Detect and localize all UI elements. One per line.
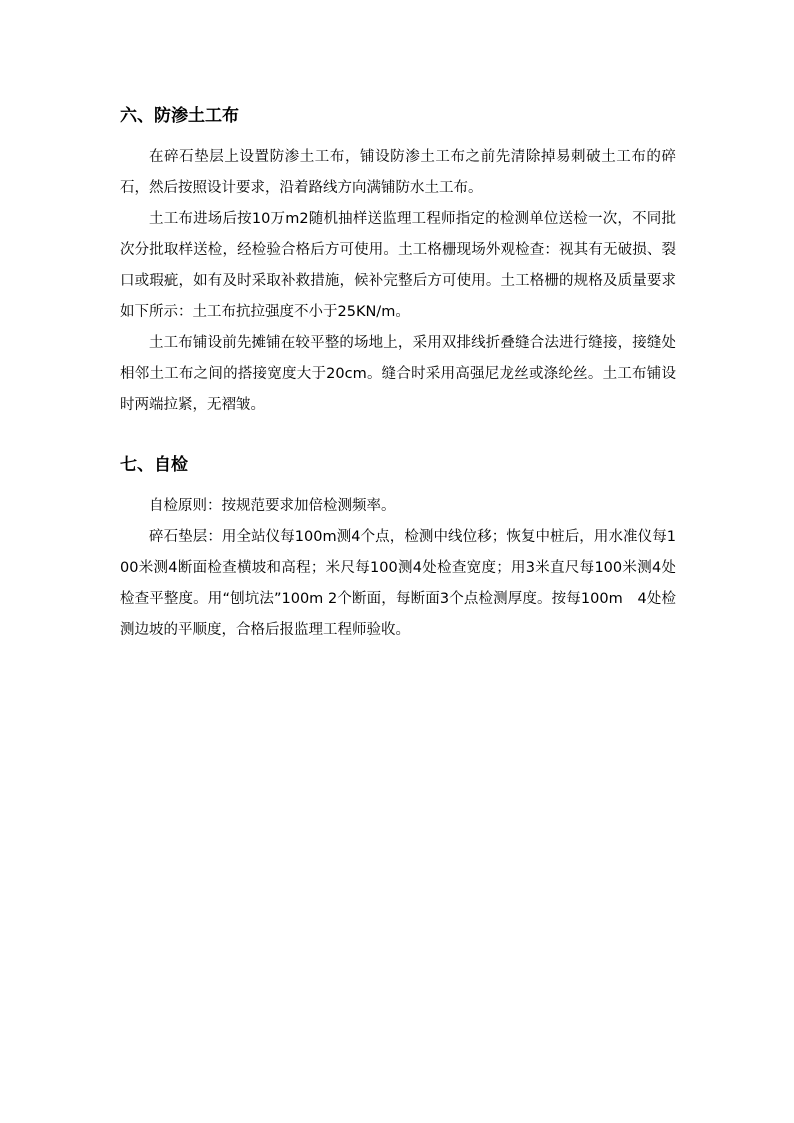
paragraph: 在碎石垫层上设置防渗土工布，铺设防渗土工布之前先清除掉易刺破土工布的碎石，然后按照设计要求，沿着路线方向满铺防水土工布。 bbox=[120, 149, 676, 196]
section-heading: 七、自检 bbox=[120, 455, 188, 475]
section-geotextile bbox=[120, 100, 676, 421]
section-self-inspection bbox=[120, 449, 676, 646]
document-content bbox=[120, 100, 676, 646]
section-heading: 六、防渗土工布 bbox=[120, 106, 239, 126]
paragraph: 碎石垫层：用全站仪每100m测4个点，检测中线位移；恢复中桩后，用水准仪每100米测4断面检查横坡和高程；米尺每100测4处检查宽度；用3米直尺每100米测4处检查平整度。用“刨坑法”100m 2个断面，每断面3个点检测厚度。按每100m 4处检测边坡的平顺度，合格后报监理工程师验收。 bbox=[120, 529, 676, 638]
paragraph: 土工布进场后按10万m2随机抽样送监理工程师指定的检测单位送检一次，不同批次分批取样送检，经检验合格后方可使用。土工格栅现场外观检查：视其有无破损、裂口或瑕疵，如有及时采取补救措施，候补完整后方可使用。土工格栅的规格及质量要求如下所示：土工布抗拉强度不小于25KN/m。 bbox=[120, 211, 676, 320]
paragraph: 自检原则：按规范要求加倍检测频率。 bbox=[149, 498, 396, 514]
paragraph: 土工布铺设前先摊铺在较平整的场地上，采用双排线折叠缝合法进行缝接，接缝处相邻土工布之间的搭接宽度大于20cm。缝合时采用高强尼龙丝或涤纶丝。土工布铺设时两端拉紧，无褶皱。 bbox=[120, 335, 676, 413]
